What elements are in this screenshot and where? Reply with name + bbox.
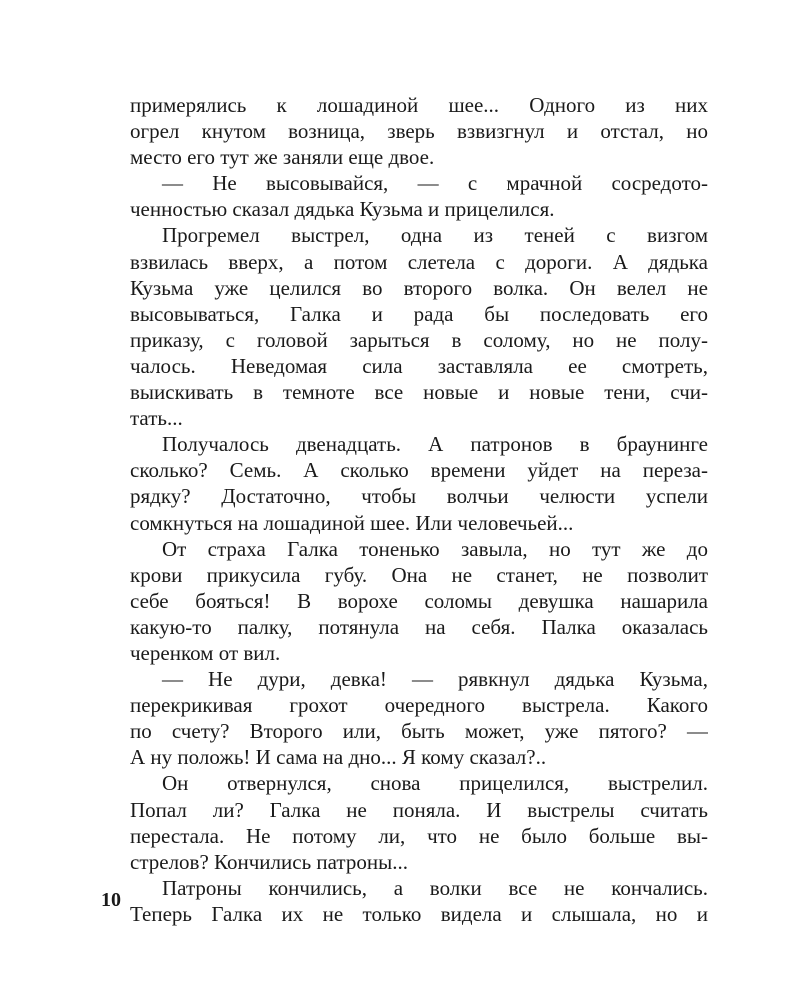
text-line: Он отвернулся, снова прицелился, выстрелил. [162, 771, 708, 796]
text-line: перекрикивая грохот очередного выстрела. Какого [130, 693, 708, 718]
text-line: крови прикусила губу. Она не станет, не позволит [130, 562, 708, 587]
text-line: примерялись к лошадиной шее... Одного из них [130, 93, 708, 117]
body-text [130, 92, 708, 927]
text-line: сколько? Семь. А сколько времени уйдет на переза- [130, 458, 708, 483]
text-line: — Не дури, девка! — рявкнул дядька Кузьма, [162, 667, 708, 692]
text-line: Кузьма уже целился во второго волка. Он велел не [130, 275, 708, 300]
text-line: От страха Галка тоненько завыла, но тут же до [162, 536, 708, 561]
text-line: чалось. Неведомая сила заставляла ее смотреть, [130, 353, 708, 378]
text-line: Попал ли? Галка не поняла. И выстрелы считать [130, 797, 708, 822]
text-line: Патроны кончились, а волки все не кончались. [162, 875, 708, 900]
text-line: приказу, с головой зарыться в солому, но не полу- [130, 327, 708, 352]
text-line: взвилась вверх, а потом слетела с дороги. А дядька [130, 249, 708, 274]
text-line: черенком от вил. [130, 640, 281, 665]
text-line: А ну положь! И сама на дно... Я кому сказал?.. [130, 745, 547, 770]
text-line: выискивать в темноте все новые и новые тени, счи- [130, 380, 708, 405]
text-line: Теперь Галка их не только видела и слышала, но и [130, 901, 708, 926]
text-line: огрел кнутом возница, зверь взвизгнул и отстал, но [130, 119, 708, 144]
text-line: Прогремел выстрел, одна из теней с визгом [162, 223, 708, 248]
page-number: 10 [101, 889, 121, 911]
text-line: тать... [130, 406, 183, 431]
text-line: рядку? Достаточно, чтобы волчьи челюсти успели [130, 484, 708, 509]
text-line: перестала. Не потому ли, что не было больше вы- [130, 823, 708, 848]
text-line: какую-то палку, потянула на себя. Палка оказалась [130, 614, 708, 639]
text-line: себе бояться! В ворохе соломы девушка нашарила [130, 588, 708, 613]
text-line: по счету? Второго или, быть может, уже пятого? — [130, 719, 708, 744]
text-line: стрелов? Кончились патроны... [130, 849, 408, 874]
text-line: место его тут же заняли еще двое. [130, 145, 435, 170]
text-line: Получалось двенадцать. А патронов в браунинге [162, 432, 708, 457]
text-line: — Не высовывайся, — с мрачной сосредото- [162, 171, 708, 196]
text-line: сомкнуться на лошадиной шее. Или человечьей... [130, 510, 574, 535]
text-line: ченностью сказал дядька Кузьма и прицелился. [130, 197, 555, 222]
text-line: высовываться, Галка и рада бы последовать его [130, 301, 708, 326]
